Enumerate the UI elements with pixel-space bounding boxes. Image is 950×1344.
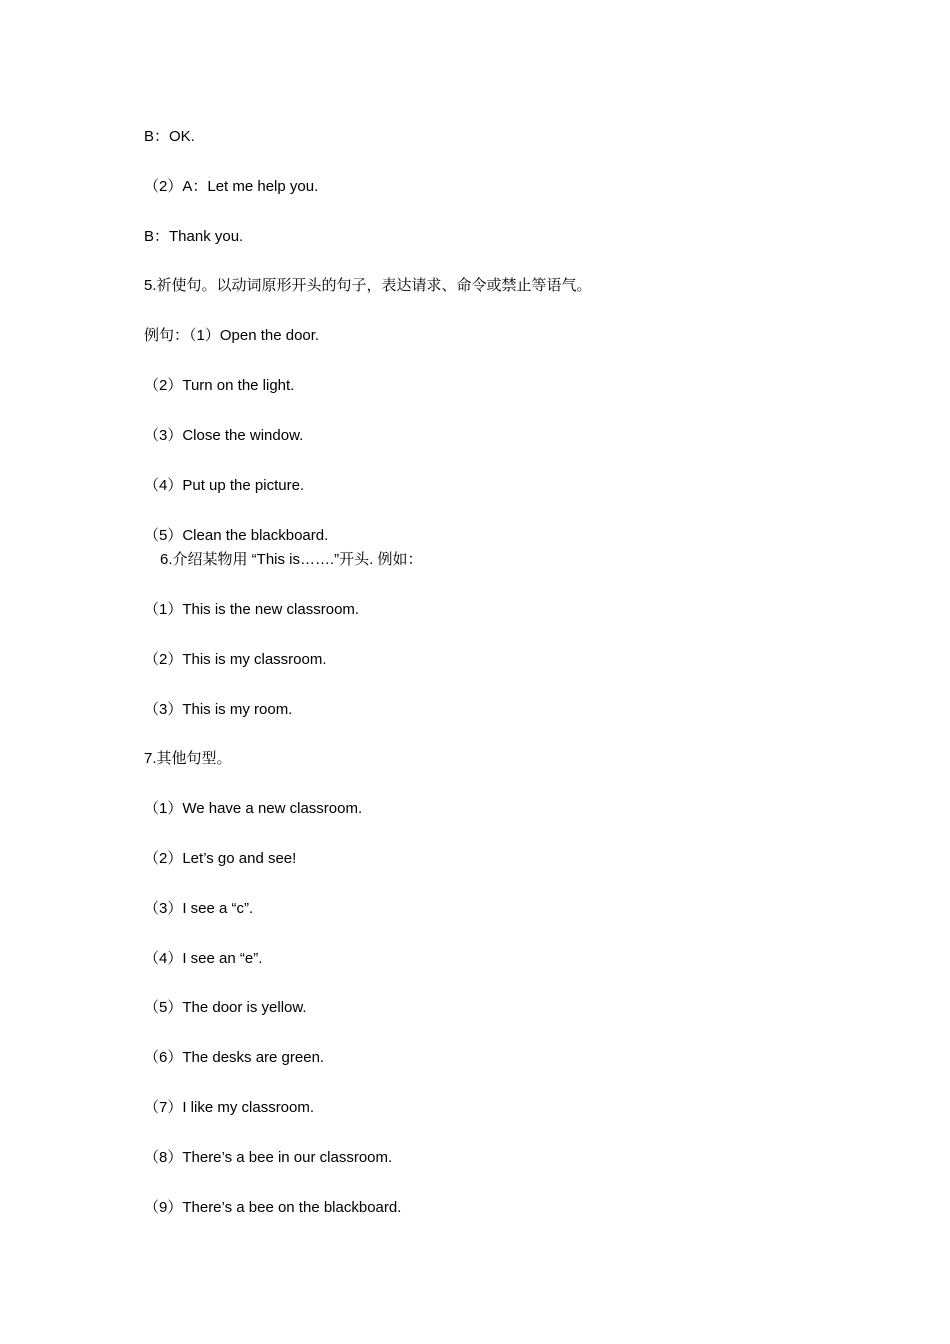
text-line: （1）We have a new classroom. [144, 800, 363, 817]
text-line: （5）The door is yellow. [144, 999, 307, 1016]
text-line: （8）There’s a bee in our classroom. [144, 1149, 393, 1166]
text-line: （2）Let’s go and see! [144, 850, 297, 867]
text-line: （5）Clean the blackboard. [144, 527, 329, 544]
text-line: （3）Close the window. [144, 427, 304, 444]
text-line: （4）I see an “e”. [144, 950, 263, 967]
text-line: （6）The desks are green. [144, 1049, 325, 1066]
text-line: 例句：（1）Open the door. [144, 327, 320, 344]
section-heading: 6.介绍某物用 “This is…….”开头. 例如： [160, 551, 423, 568]
text-line: （9）There’s a bee on the blackboard. [144, 1199, 402, 1216]
text-line: （2）This is my classroom. [144, 651, 327, 668]
text-line: （3）I see a “c”. [144, 900, 254, 917]
text-line: （7）I like my classroom. [144, 1099, 315, 1116]
text-line: （2）A：Let me help you. [144, 178, 319, 195]
text-line: B：OK. [144, 128, 195, 145]
text-line: （3）This is my room. [144, 701, 293, 718]
text-line: （4）Put up the picture. [144, 477, 305, 494]
text-line: （1）This is the new classroom. [144, 601, 360, 618]
section-heading: 5.祈使句。以动词原形开头的句子，表达请求、命令或禁止等语气。 [144, 277, 592, 294]
text-line: B：Thank you. [144, 228, 244, 245]
section-heading: 7.其他句型。 [144, 750, 232, 767]
text-line: （2）Turn on the light. [144, 377, 295, 394]
